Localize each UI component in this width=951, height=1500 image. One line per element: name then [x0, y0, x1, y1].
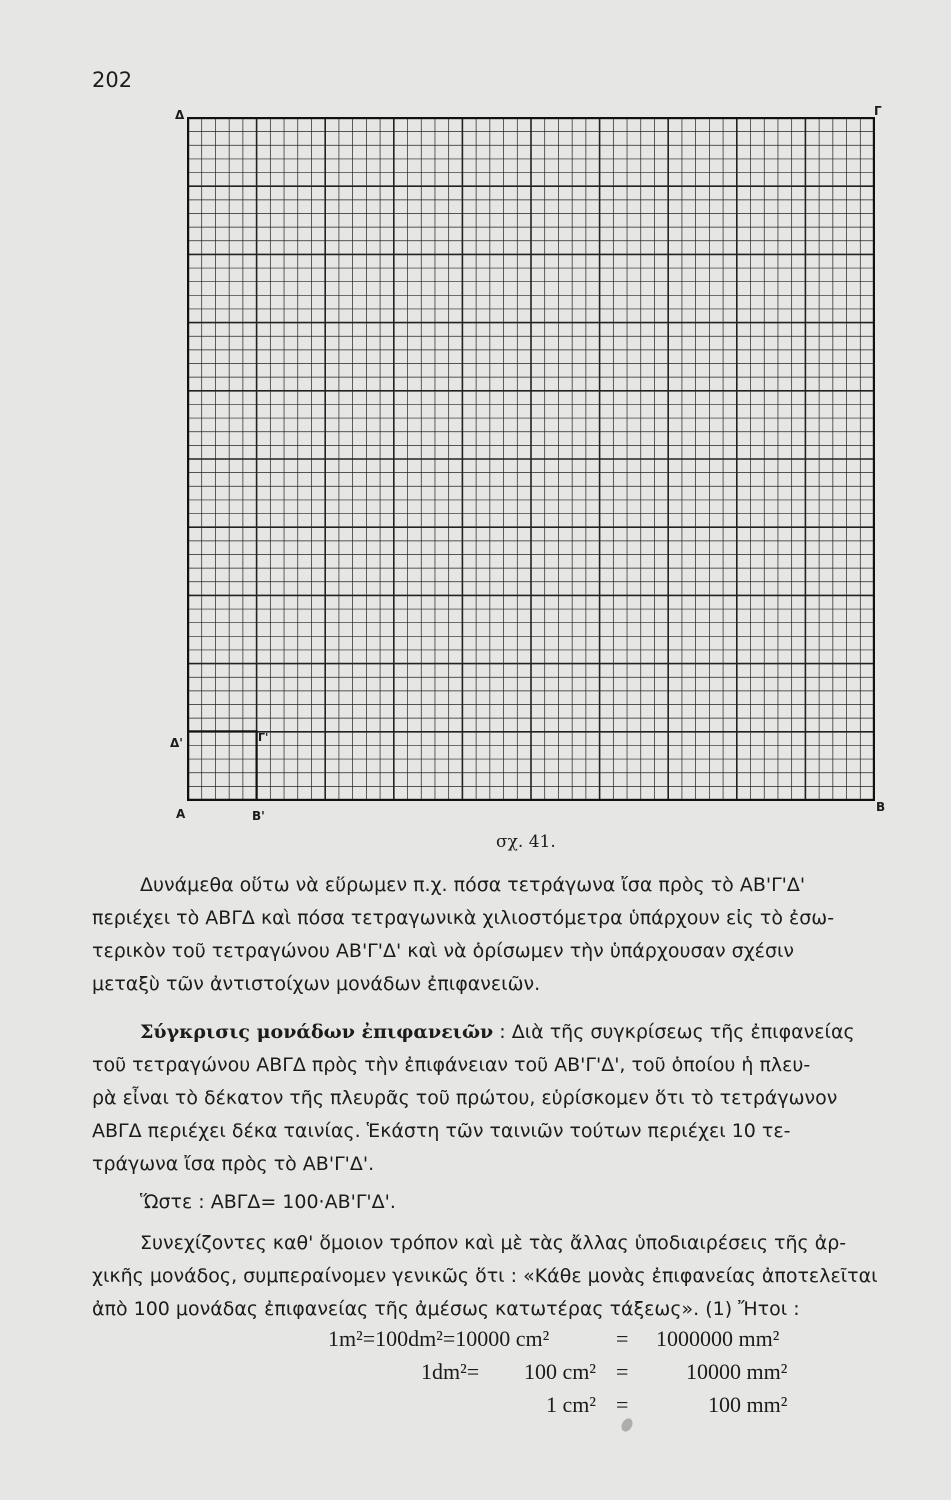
vertex-label-b: Β: [876, 800, 886, 814]
text-line: περιέχει τὸ ΑΒΓΔ καὶ πόσα τετραγωνικὰ χιλιοστόμετρα ὑπάρχουν εἰς τὸ ἐσω-: [92, 907, 835, 929]
figure-caption: σχ. 41.: [496, 832, 556, 852]
text-span: : Διὰ τῆς συγκρίσεως τῆς ἐπιφανείας: [499, 1021, 855, 1043]
inner-square-ab-g-d: [188, 731, 257, 800]
text-line: Ὥστε : ΑΒΓΔ= 100·ΑΒ'Γ'Δ'.: [140, 1191, 396, 1213]
text-line: [140, 1023, 855, 1042]
eq-equals: =: [616, 1359, 629, 1384]
eq-equals: =: [616, 1392, 629, 1417]
ink-smudge: [619, 1416, 635, 1433]
equation-row-1: [328, 1326, 549, 1352]
text-line: Δυνάμεθα οὕτω νὰ εὕρωμεν π.χ. πόσα τετράγωνα ἴσα πρὸς τὸ ΑΒ'Γ'Δ': [140, 874, 806, 896]
text-line: τοῦ τετραγώνου ΑΒΓΔ πρὸς τὴν ἐπιφάνειαν τοῦ ΑΒ'Γ'Δ', τοῦ ὁποίου ἡ πλευ-: [92, 1054, 811, 1076]
text-line: χικῆς μονάδος, συμπεραίνομεν γενικῶς ὅτι : «Κάθε μονὰς ἐπιφανείας ἀποτελεῖται: [92, 1265, 878, 1287]
eq-term: 100dm²=: [375, 1326, 456, 1351]
eq-term: 1m²=: [328, 1326, 376, 1351]
eq-term: 1dm²=: [421, 1359, 480, 1384]
text-line: τερικὸν τοῦ τετραγώνου ΑΒ'Γ'Δ' καὶ νὰ ὁρίσωμεν τὴν ὑπάρχουσαν σχέσιν: [92, 940, 795, 962]
eq-equals: =: [616, 1326, 629, 1351]
vertex-label-g-prime: Γ': [258, 731, 269, 744]
text-line: τράγωνα ἴσα πρὸς τὸ ΑΒ'Γ'Δ'.: [92, 1153, 375, 1175]
text-line: Συνεχίζοντες καθ' ὅμοιον τρόπον καὶ μὲ τὰς ἄλλας ὑποδιαιρέσεις τῆς ἀρ-: [140, 1232, 847, 1254]
vertex-label-d-prime: Δ': [170, 736, 183, 750]
eq-term: 10000 cm²: [455, 1326, 550, 1351]
section-heading: Σύγκρισις μονάδων ἐπιφανειῶν: [140, 1021, 494, 1043]
eq-term: 100 cm²: [524, 1359, 596, 1384]
graph-paper-grid: [187, 117, 875, 801]
vertex-label-g: Γ: [874, 104, 882, 118]
eq-term: 1 cm²: [546, 1392, 596, 1417]
text-line: μεταξὺ τῶν ἀντιστοίχων μονάδων ἐπιφανειῶν.: [92, 973, 541, 995]
text-line: ΑΒΓΔ περιέχει δέκα ταινίας. Ἑκάστη τῶν ταινιῶν τούτων περιέχει 10 τε-: [92, 1120, 791, 1142]
vertex-label-b-prime: Β': [252, 809, 265, 823]
vertex-label-d: Δ: [175, 108, 185, 122]
text-line: ἀπὸ 100 μονάδας ἐπιφανείας τῆς ἀμέσως κατωτέρας τάξεως». (1) Ἤτοι :: [92, 1298, 800, 1320]
eq-term: 1000000 mm²: [656, 1326, 780, 1351]
page-number: 202: [92, 68, 133, 92]
eq-term: 100 mm²: [708, 1392, 788, 1417]
vertex-label-a: Α: [176, 807, 186, 821]
text-line: ρὰ εἶναι τὸ δέκατον τῆς πλευρᾶς τοῦ πρώτου, εὑρίσκομεν ὅτι τὸ τετράγωνον: [92, 1087, 838, 1109]
eq-term: 10000 mm²: [686, 1359, 788, 1384]
